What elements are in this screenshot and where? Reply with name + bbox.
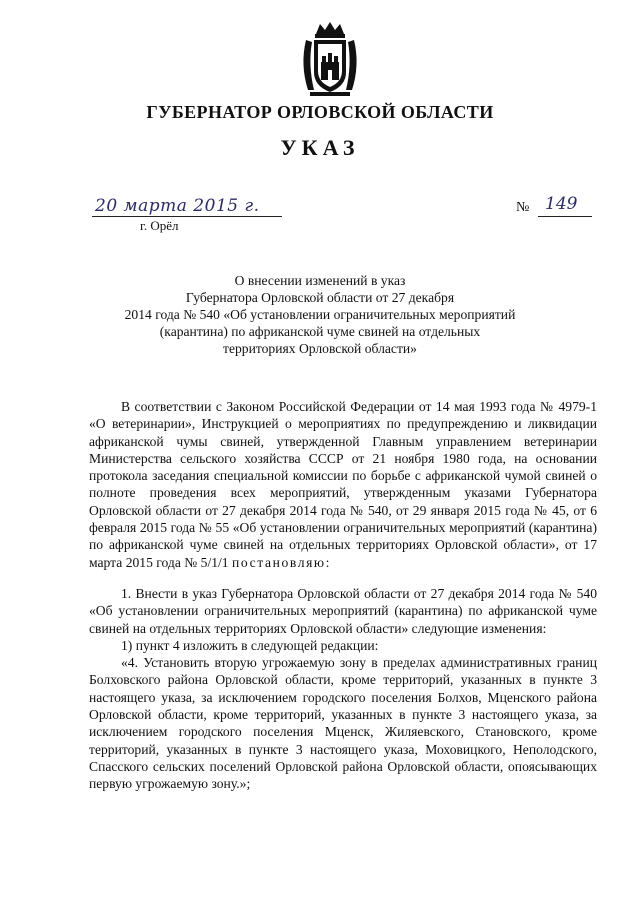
preamble-paragraph: [89, 398, 597, 571]
document-title: [100, 272, 540, 357]
number-underline: [538, 216, 592, 217]
title-line: Губернатора Орловской области от 27 декабря: [185, 290, 455, 305]
number-label: №: [516, 200, 530, 215]
document-body: [89, 398, 597, 793]
preamble-text: В соответствии с Законом Российской Федерации от 14 мая 1993 года № 4979-1 «О ветеринарии», Инструкцией о мероприятиях по предупреждению и ликвидации африканской чумы свиней, утвержденной Главным управлением ветеринарии Министерства сельского хозяйства СССР от 21 ноября 1980 года, на основании протокола заседания специальной комиссии по борьбе с африканской чумой свиней о полноте проведения всех мероприятий, утвержденным указами Губернатора Орловской области от 27 декабря 2014 года № 540, от 29 января 2015 года № 45, от 6 февраля 2015 года № 55 «Об установлении ограничительных мероприятий (карантина) по африканской чуме свиней на отдельных территориях Орловской области», от 17 марта 2015 года № 5/1/1: [89, 399, 597, 570]
handwritten-number: 149: [545, 194, 578, 214]
document-type: УКАЗ: [280, 135, 360, 160]
sub-item-1: 1) пункт 4 изложить в следующей редакции:: [121, 637, 379, 653]
authority-heading: ГУБЕРНАТОР ОРЛОВСКОЙ ОБЛАСТИ: [146, 102, 494, 122]
handwritten-date: 20 марта 2015 г.: [95, 196, 260, 216]
resolve-word: постановляю:: [232, 554, 332, 570]
coat-of-arms-icon: [298, 20, 362, 98]
item-1-paragraph: 1. Внести в указ Губернатора Орловской области от 27 декабря 2014 года № 540 «Об установлении ограничительных мероприятий (карантина) по африканской чуме свиней на отдельных территориях Орловской области» следующие изменения:: [89, 585, 597, 636]
title-line: 2014 года № 540 «Об установлении ограничительных мероприятий: [124, 307, 516, 322]
title-line: (карантина) по африканской чуме свиней на отдельных: [159, 324, 481, 339]
title-line: О внесении изменений в указ: [234, 273, 406, 288]
title-line: территориях Орловской области»: [223, 341, 417, 356]
quoted-paragraph: «4. Установить вторую угрожаемую зону в пределах административных границ Болховского района Орловской области, кроме территорий, указанных в пункте 3 настоящего указа, за исключением городского поселения Болхов, Мценского района Орловской области, кроме территорий, указанных в пункте 3 настоящего указа, за исключением городского поселения Мценск, Жиляевского, Становского, кроме территорий, указанных в пункте 3 настоящего указа, Моховицкого, Неполодского, Спасского сельских поселений Орловской района Орловской области, опоясывающих первую угрожаемую зону.»;: [89, 655, 597, 792]
date-underline: [92, 216, 282, 217]
city: г. Орёл: [140, 218, 179, 233]
